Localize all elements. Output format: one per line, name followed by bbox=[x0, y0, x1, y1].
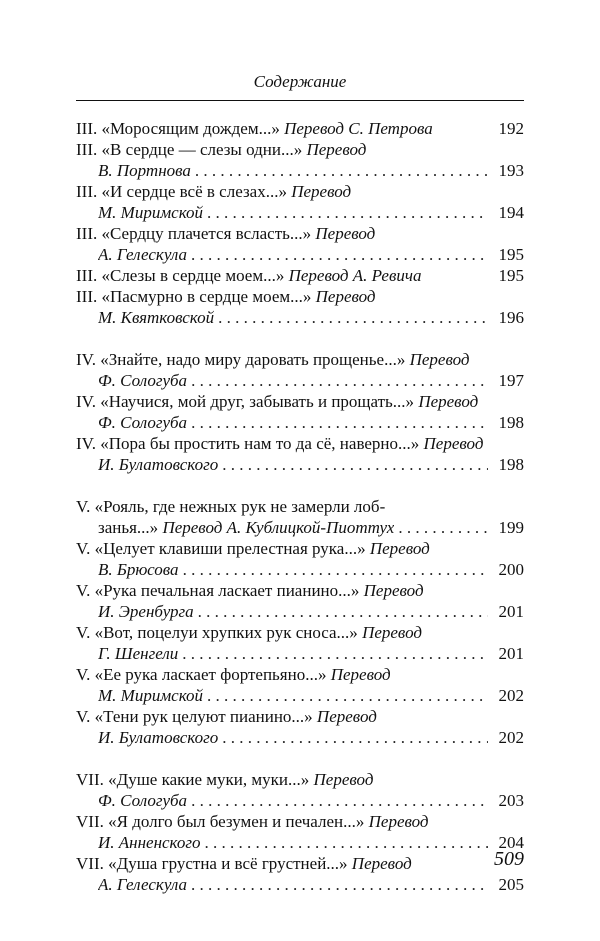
page-ref: 195 bbox=[498, 245, 524, 264]
toc-text bbox=[76, 580, 424, 601]
toc-line bbox=[76, 874, 524, 895]
translator-prefix: Перевод bbox=[418, 392, 479, 411]
toc-line bbox=[76, 433, 524, 454]
page-ref: 198 bbox=[498, 455, 524, 474]
translator: Перевод А. Ревича bbox=[288, 266, 422, 285]
toc-entry bbox=[76, 538, 524, 580]
poem-title: «Знайте, надо миру даровать прощенье...» bbox=[100, 350, 406, 369]
toc-text bbox=[76, 664, 391, 685]
part-number: V. bbox=[76, 665, 91, 684]
toc-line bbox=[76, 769, 524, 790]
toc-line bbox=[76, 139, 524, 160]
toc-line bbox=[76, 244, 524, 265]
part-number: V. bbox=[76, 581, 91, 600]
toc-line bbox=[76, 286, 524, 307]
toc-line bbox=[76, 601, 524, 622]
toc-text bbox=[76, 811, 429, 832]
translator: Ф. Сологуба bbox=[98, 413, 188, 432]
toc-entry bbox=[76, 139, 524, 181]
toc-entry bbox=[76, 286, 524, 328]
part-number: VII. bbox=[76, 812, 104, 831]
poem-title: «Моросящим дождем...» bbox=[101, 119, 280, 138]
translator: И. Эренбурга bbox=[98, 602, 194, 621]
group-spacer bbox=[76, 328, 524, 349]
translator: Ф. Сологуба bbox=[98, 371, 188, 390]
toc-line bbox=[76, 622, 524, 643]
toc-line bbox=[76, 307, 524, 328]
toc-entry bbox=[76, 118, 524, 139]
toc-line bbox=[76, 412, 524, 433]
poem-title: «Вот, поцелуи хрупких рук сноса...» bbox=[94, 623, 358, 642]
translator: В. Брюсова bbox=[98, 560, 179, 579]
poem-title: «Я долго был безумен и печален...» bbox=[108, 812, 365, 831]
toc-line bbox=[76, 706, 524, 727]
toc-entry bbox=[76, 811, 524, 853]
translator-prefix: Перевод bbox=[315, 224, 376, 243]
translator: И. Анненского bbox=[98, 833, 201, 852]
translator: И. Булатовского bbox=[98, 728, 219, 747]
poem-title: «В сердце — слезы одни...» bbox=[101, 140, 303, 159]
toc-entry bbox=[76, 664, 524, 706]
toc-text bbox=[76, 496, 385, 517]
page-ref: 194 bbox=[498, 203, 524, 222]
dot-leader bbox=[207, 202, 488, 223]
translator: Перевод А. Кублицкой-Пиоттух bbox=[162, 518, 395, 537]
part-number: IV. bbox=[76, 350, 96, 369]
poem-title: «Целует клавиши прелестная рука...» bbox=[94, 539, 366, 558]
translator: А. Гелескула bbox=[98, 245, 188, 264]
toc-line bbox=[76, 685, 524, 706]
translator-prefix: Перевод bbox=[330, 665, 391, 684]
toc-line bbox=[76, 265, 524, 286]
translator: И. Булатовского bbox=[98, 455, 219, 474]
page-ref: 193 bbox=[498, 161, 524, 180]
toc-text bbox=[76, 118, 433, 139]
toc-entry bbox=[76, 223, 524, 265]
toc-text bbox=[76, 433, 483, 454]
part-number: III. bbox=[76, 119, 98, 138]
translator: М. Миримской bbox=[98, 203, 204, 222]
part-number: V. bbox=[76, 707, 91, 726]
toc-text bbox=[76, 265, 421, 286]
part-number: VII. bbox=[76, 770, 104, 789]
toc-text bbox=[98, 517, 394, 538]
toc-line bbox=[76, 454, 524, 475]
toc-line bbox=[76, 517, 524, 538]
translator-prefix: Перевод bbox=[291, 182, 352, 201]
page-ref: 202 bbox=[498, 686, 524, 705]
page-ref: 201 bbox=[498, 602, 524, 621]
dot-leader bbox=[198, 601, 488, 622]
toc-line bbox=[76, 580, 524, 601]
toc-line bbox=[76, 727, 524, 748]
toc-line bbox=[76, 349, 524, 370]
translator: Ф. Сологуба bbox=[98, 791, 188, 810]
translator: Г. Шенгели bbox=[98, 644, 179, 663]
translator-prefix: Перевод bbox=[363, 581, 424, 600]
dot-leader bbox=[191, 874, 488, 895]
toc-text bbox=[76, 223, 375, 244]
toc-entry bbox=[76, 433, 524, 475]
toc-line bbox=[76, 181, 524, 202]
toc-line bbox=[76, 370, 524, 391]
part-number: V. bbox=[76, 539, 91, 558]
toc-text bbox=[76, 622, 422, 643]
dot-leader bbox=[218, 307, 488, 328]
translator-prefix: Перевод bbox=[369, 539, 430, 558]
toc-line bbox=[76, 664, 524, 685]
translator: Перевод С. Петрова bbox=[284, 119, 433, 138]
dot-leader bbox=[191, 790, 488, 811]
part-number: III. bbox=[76, 182, 98, 201]
dot-leader bbox=[191, 244, 488, 265]
page-ref: 196 bbox=[498, 308, 524, 327]
toc-text bbox=[76, 538, 430, 559]
poem-title: «И сердце всё в слезах...» bbox=[101, 182, 287, 201]
translator-prefix: Перевод bbox=[313, 770, 374, 789]
page-ref: 205 bbox=[498, 875, 524, 894]
toc-entry bbox=[76, 580, 524, 622]
poem-title: «Пора бы простить нам то да сё, наверно...» bbox=[100, 434, 420, 453]
page-ref: 204 bbox=[498, 833, 524, 852]
poem-title: «Тени рук целуют пианино...» bbox=[94, 707, 313, 726]
part-number: VII. bbox=[76, 854, 104, 873]
dot-leader bbox=[222, 727, 488, 748]
toc-text bbox=[76, 769, 373, 790]
page-ref: 203 bbox=[498, 791, 524, 810]
translator-prefix: Перевод bbox=[315, 287, 376, 306]
toc-text bbox=[76, 853, 412, 874]
toc-line bbox=[76, 496, 524, 517]
dot-leader bbox=[207, 685, 488, 706]
poem-title: «Научися, мой друг, забывать и прощать...» bbox=[100, 392, 415, 411]
part-number: IV. bbox=[76, 434, 96, 453]
dot-leader bbox=[398, 517, 488, 538]
toc-text bbox=[76, 286, 376, 307]
part-number: III. bbox=[76, 287, 98, 306]
page-ref: 197 bbox=[498, 371, 524, 390]
toc-entry bbox=[76, 349, 524, 391]
poem-title: «Слезы в сердце моем...» bbox=[101, 266, 285, 285]
translator-prefix: Перевод bbox=[409, 350, 470, 369]
toc-entry bbox=[76, 496, 524, 538]
part-number: III. bbox=[76, 224, 98, 243]
toc-line bbox=[76, 790, 524, 811]
group-spacer bbox=[76, 748, 524, 769]
translator: В. Портнова bbox=[98, 161, 191, 180]
translator: А. Гелескула bbox=[98, 875, 188, 894]
toc-text bbox=[76, 349, 469, 370]
toc-line bbox=[76, 118, 524, 139]
dot-leader bbox=[183, 559, 488, 580]
translator-prefix: Перевод bbox=[368, 812, 429, 831]
page-ref: 199 bbox=[498, 518, 524, 537]
running-header: Содержание bbox=[253, 72, 347, 91]
toc-text bbox=[76, 139, 366, 160]
header-rule bbox=[76, 100, 524, 101]
group-spacer bbox=[76, 475, 524, 496]
part-number: III. bbox=[76, 266, 98, 285]
poem-title: «Душе какие муки, муки...» bbox=[108, 770, 310, 789]
page-ref: 195 bbox=[498, 266, 524, 285]
dot-leader bbox=[182, 643, 488, 664]
poem-title: «Сердцу плачется всласть...» bbox=[101, 224, 312, 243]
dot-leader bbox=[191, 412, 488, 433]
toc-entry bbox=[76, 391, 524, 433]
part-number: V. bbox=[76, 623, 91, 642]
translator-prefix: Перевод bbox=[316, 707, 377, 726]
toc-line bbox=[76, 559, 524, 580]
dot-leader bbox=[191, 370, 488, 391]
toc-entry bbox=[76, 769, 524, 811]
toc-line bbox=[76, 811, 524, 832]
toc-line bbox=[76, 643, 524, 664]
part-number: V. bbox=[76, 497, 91, 516]
poem-title: «Пасмурно в сердце моем...» bbox=[101, 287, 312, 306]
translator: М. Квятковской bbox=[98, 308, 215, 327]
toc-text bbox=[76, 181, 351, 202]
toc-line bbox=[76, 391, 524, 412]
toc-entry bbox=[76, 181, 524, 223]
page-ref: 202 bbox=[498, 728, 524, 747]
table-of-contents bbox=[76, 118, 524, 895]
toc-entry bbox=[76, 622, 524, 664]
page-ref: 201 bbox=[498, 644, 524, 663]
translator-prefix: Перевод bbox=[423, 434, 484, 453]
toc-line bbox=[76, 202, 524, 223]
translator-prefix: Перевод bbox=[351, 854, 412, 873]
page-ref: 200 bbox=[498, 560, 524, 579]
toc-line bbox=[76, 538, 524, 559]
dot-leader bbox=[195, 160, 488, 181]
translator-prefix: Перевод bbox=[362, 623, 422, 642]
page-ref: 198 bbox=[498, 413, 524, 432]
page-ref: 192 bbox=[498, 119, 524, 138]
toc-entry bbox=[76, 265, 524, 286]
toc-line bbox=[76, 160, 524, 181]
poem-title-cont: занья...» bbox=[98, 518, 159, 537]
toc-line bbox=[76, 223, 524, 244]
toc-entry bbox=[76, 706, 524, 748]
part-number: III. bbox=[76, 140, 98, 159]
toc-text bbox=[76, 391, 478, 412]
translator-prefix: Перевод bbox=[306, 140, 367, 159]
toc-text bbox=[76, 706, 377, 727]
poem-title: «Рояль, где нежных рук не замерли лоб- bbox=[94, 497, 386, 516]
dot-leader bbox=[222, 454, 488, 475]
poem-title: «Рука печальная ласкает пианино...» bbox=[94, 581, 360, 600]
translator: М. Миримской bbox=[98, 686, 204, 705]
page-number: 509 bbox=[494, 848, 524, 870]
poem-title: «Душа грустна и всё грустней...» bbox=[108, 854, 348, 873]
part-number: IV. bbox=[76, 392, 96, 411]
poem-title: «Ее рука ласкает фортепьяно...» bbox=[94, 665, 327, 684]
